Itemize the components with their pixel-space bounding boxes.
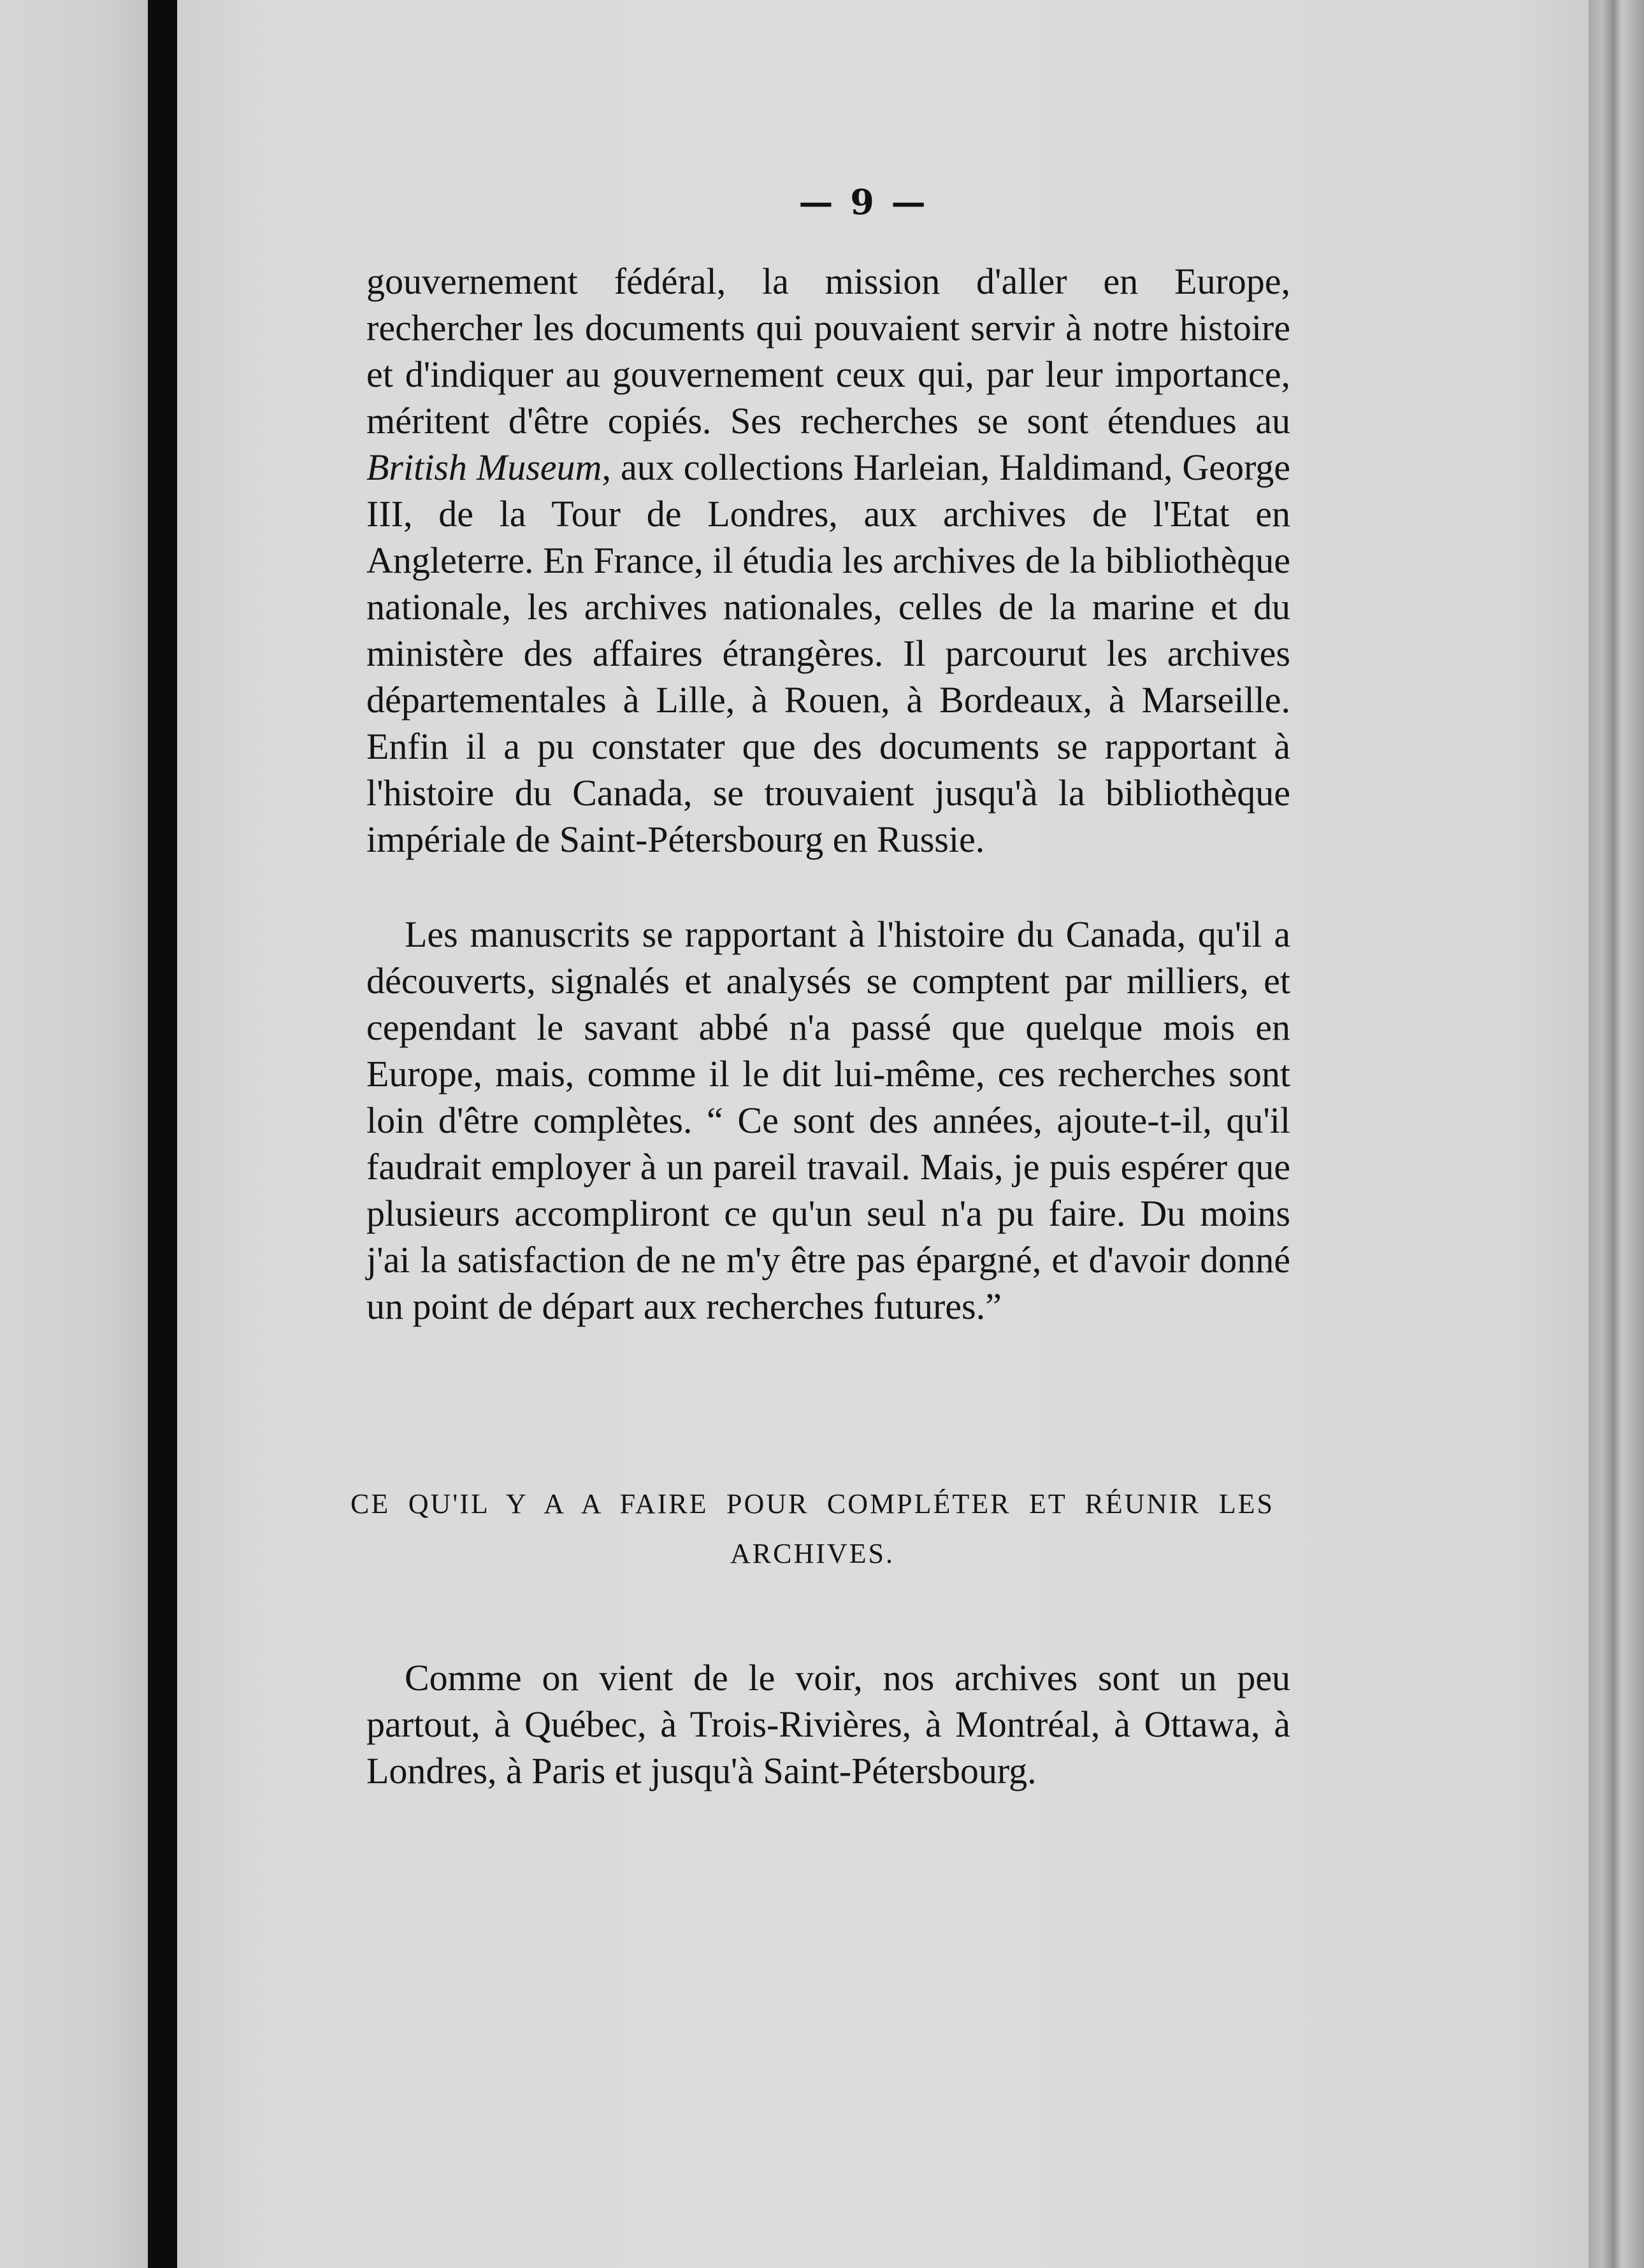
page-number: — 9 — xyxy=(798,182,928,222)
paragraph-2 xyxy=(366,911,1290,1330)
paragraph-1-italic: British Museum xyxy=(366,447,602,488)
paragraph-3 xyxy=(366,1654,1290,1794)
section-title-line-1: CE QU'IL Y A A FAIRE POUR COMPLÉTER ET RÉUNIR LES xyxy=(350,1488,1274,1519)
section-title-line-2: ARCHIVES. xyxy=(730,1538,895,1569)
paragraph-3-text: Comme on vient de le voir, nos archives sont un peu partout, à Québec, à Trois-Rivières, à Montréal, à Ottawa, à Londres, à Paris et jusqu'à Saint-Pétersbourg. xyxy=(366,1657,1290,1791)
paragraph-1-text-a: gouvernement fédéral, la mission d'aller en Europe, rechercher les documents qui pouvaient servir à notre histoire et d'indiquer au gouvernement ceux qui, par leur importance, méritent d'être copiés. Ses recherches se sont étendues au xyxy=(366,261,1290,441)
paragraph-2-text: Les manuscrits se rapportant à l'histoire du Canada, qu'il a découverts, signalés et analysés se comptent par milliers, et cependant le savant abbé n'a passé que quelque mois en Europe, mais, comme il le dit lui-même, ces recherches sont loin d'être complètes. “ Ce sont des années, ajoute-t-il, qu'il faudrait employer à un pareil travail. Mais, je puis espérer que plusieurs accompliront ce qu'un seul n'a pu faire. Du moins j'ai la satisfaction de ne m'y être pas épargné, et d'avoir donné un point de départ aux recherches futures.” xyxy=(366,914,1290,1327)
paragraph-1-text-b: , aux collections Harleian, Haldimand, George III, de la Tour de Londres, aux archives de l'Etat en Angleterre. En France, il étudia les archives de la bibliothèque nationale, les archives nationales, celles de la marine et du ministère des affaires étrangères. Il parcourut les archives départementales à Lille, à Rouen, à Bordeaux, à Marseille. Enfin il a pu constater que des documents se rapportant à l'histoire du Canada, se trouvaient jusqu'à la bibliothèque impériale de Saint-Pétersbourg en Russie. xyxy=(366,447,1290,860)
left-page-margin xyxy=(0,0,148,2268)
right-page-edge xyxy=(1589,0,1644,2268)
section-title xyxy=(350,1479,1274,1579)
paragraph-1 xyxy=(366,258,1290,863)
binding-gutter xyxy=(148,0,177,2268)
